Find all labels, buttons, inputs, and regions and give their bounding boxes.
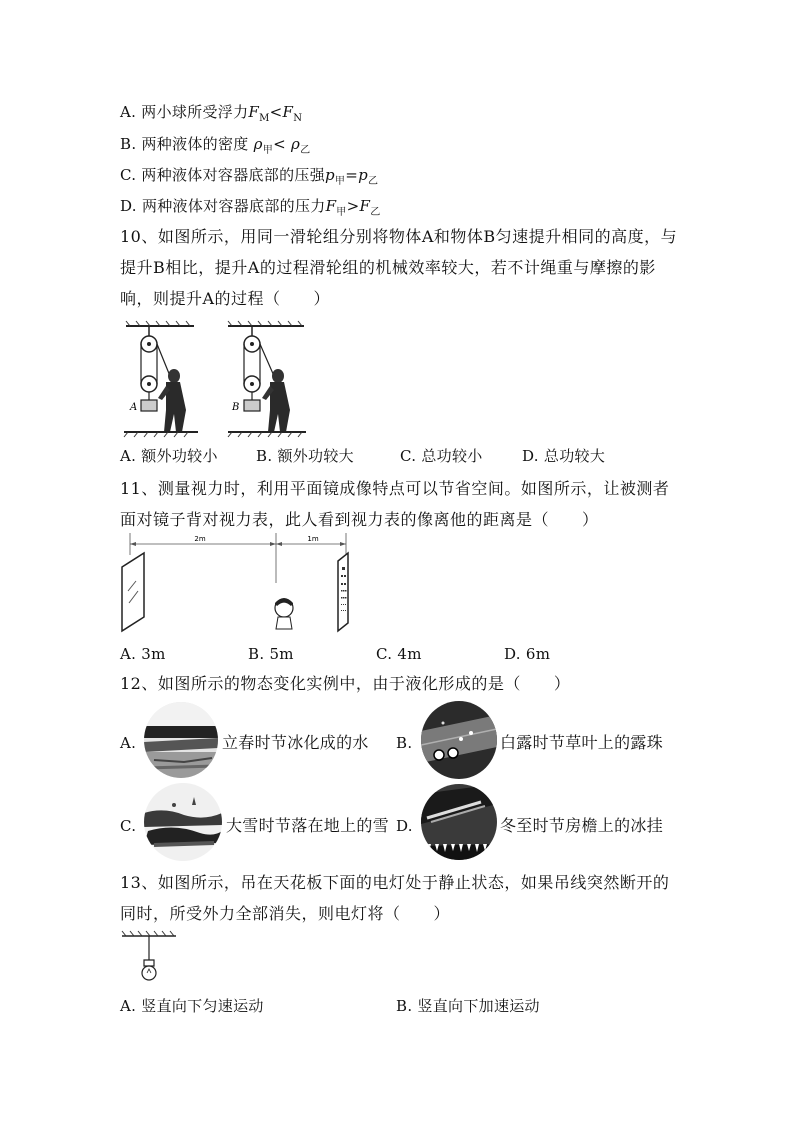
q9-option-b: B. 两种液体的密度 $\rho_甲< \rho_乙$ xyxy=(120,135,311,156)
dim-label-2m: 2m xyxy=(194,535,206,543)
q12-stem: 12、如图所示的物态变化实例中，由于液化形成的是（ ） xyxy=(120,674,571,693)
q9-option-c: C. 两种液体对容器底部的压强$p_甲=p_乙$ xyxy=(120,166,379,187)
q10-option-d: D. 总功较大 xyxy=(522,447,606,465)
q12-option-d-letter: D. xyxy=(396,817,413,835)
q11-option-d: D. 6m xyxy=(504,645,551,663)
q10-option-c: C. 总功较小 xyxy=(400,447,483,465)
q12-option-a-letter: A. xyxy=(120,734,137,752)
q12-photo-a xyxy=(144,702,218,778)
q12-photo-c xyxy=(144,783,222,861)
q10-option-a: A. 额外功较小 xyxy=(120,447,218,465)
q13-lamp-figure xyxy=(120,930,180,986)
q9-option-d: D. 两种液体对容器底部的压力$F_甲>F_乙$ xyxy=(120,197,381,218)
q13-stem: 13、如图所示，吊在天花板下面的电灯处于静止状态，如果吊线突然断开的同时，所受外力全部消失，则电灯将（ ） xyxy=(120,873,670,923)
q10-pulley-figure xyxy=(118,320,318,438)
q10-stem: 10、如图所示，用同一滑轮组分别将物体A和物体B匀速提升相同的高度，与提升B相比，提升A的过程滑轮组的机械效率较大，若不计绳重与摩擦的影响，则提升A的过程（ ） xyxy=(120,227,678,308)
q13-option-a: A. 竖直向下匀速运动 xyxy=(120,997,264,1015)
q12-photo-d xyxy=(421,784,497,860)
q12-option-c-letter: C. xyxy=(120,817,137,835)
q11-option-c: C. 4m xyxy=(376,645,422,663)
q12-option-b-letter: B. xyxy=(396,734,413,752)
q10-option-b: B. 额外功较大 xyxy=(256,447,354,465)
q12-option-a-text: 立春时节冰化成的水 xyxy=(222,733,369,752)
q13-option-b: B. 竖直向下加速运动 xyxy=(396,997,540,1015)
dim-label-1m: 1m xyxy=(307,535,319,543)
fig-label-b: B xyxy=(232,402,240,413)
q11-option-a: A. 3m xyxy=(120,645,166,663)
q12-option-d-text: 冬至时节房檐上的冰挂 xyxy=(500,816,664,835)
q9-option-a: A. 两小球所受浮力$F_M<F_N$ xyxy=(120,103,303,124)
q11-option-b: B. 5m xyxy=(248,645,294,663)
q12-option-c-text: 大雪时节落在地上的雪 xyxy=(226,816,390,835)
q12-photo-b xyxy=(421,701,497,779)
q11-vision-figure xyxy=(116,533,366,639)
q11-stem: 11、测量视力时，利用平面镜成像特点可以节省空间。如图所示，让被测者面对镜子背对视力表，此人看到视力表的像离他的距离是（ ） xyxy=(120,479,670,529)
q12-option-b-text: 白露时节草叶上的露珠 xyxy=(500,733,664,752)
fig-label-a: A xyxy=(130,402,138,413)
